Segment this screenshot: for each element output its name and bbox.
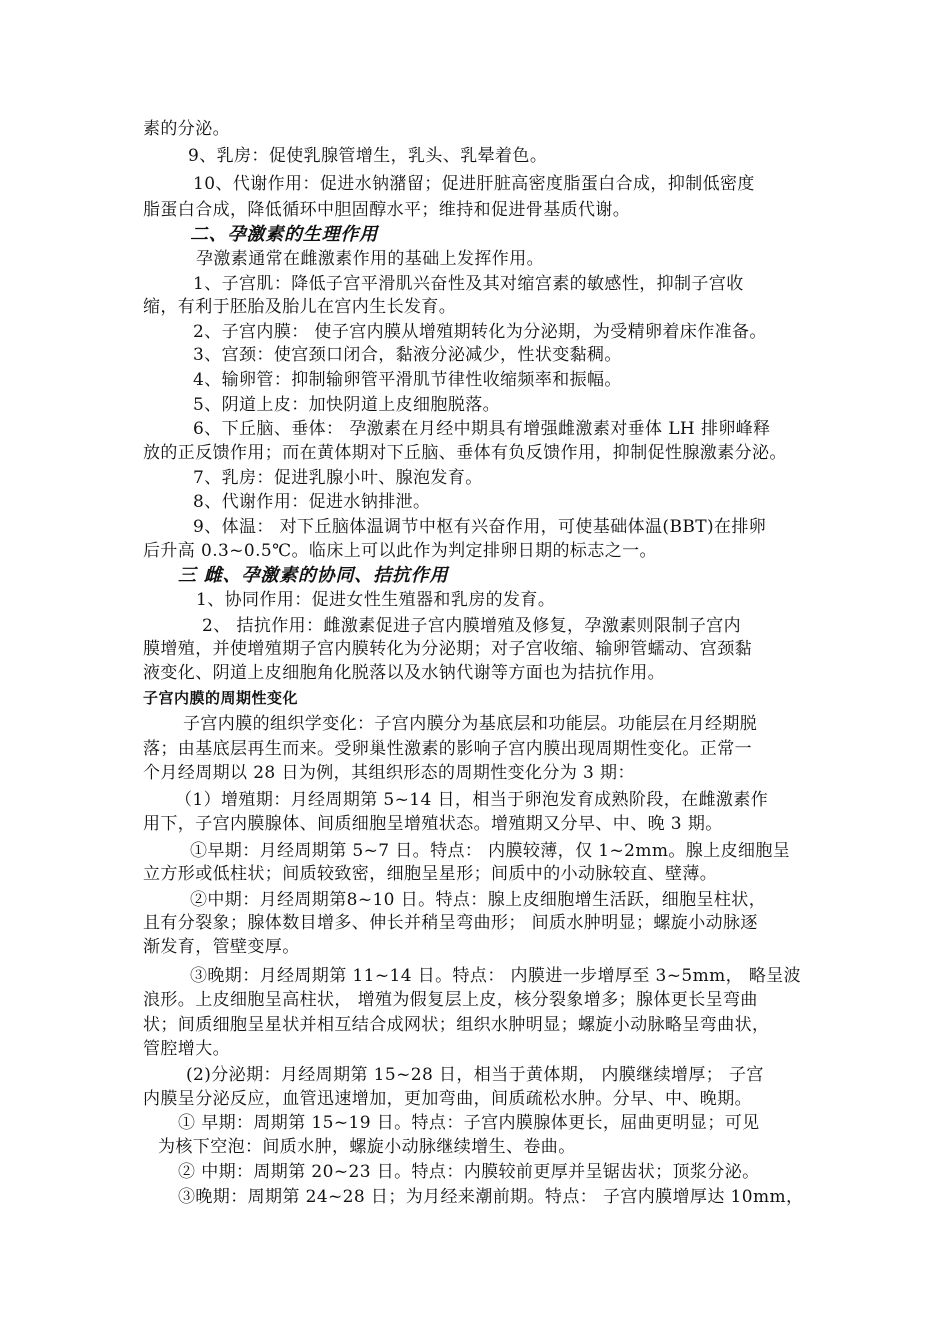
text-line: 4、输卵管：抑制输卵管平滑肌节律性收缩频率和振幅。 [193, 370, 622, 390]
text-line: 2、子宫内膜： 使子宫内膜从增殖期转化为分泌期，为受精卵着床作准备。 [193, 322, 767, 342]
text-line: 管腔增大。 [143, 1039, 230, 1059]
text-line: 为核下空泡：间质水肿，螺旋小动脉继续增生、卷曲。 [158, 1137, 576, 1157]
text-line: 2、 拮抗作用：雌激素促进子宫内膜增殖及修复，孕激素则限制子宫内 [202, 616, 742, 636]
text-line: 9、体温： 对下丘脑体温调节中枢有兴奋作用，可使基础体温(BBT)在排卵 [193, 517, 767, 537]
text-line: ②中期：月经周期第8~10 日。特点：腺上皮细胞增生活跃，细胞呈柱状， [190, 890, 767, 910]
text-line: ①早期：月经周期第 5~7 日。特点： 内膜较薄，仅 1~2mm。腺上皮细胞呈 [190, 841, 791, 861]
text-line: 浪形。上皮细胞呈高柱状， 增殖为假复层上皮，核分裂象增多；腺体更长呈弯曲 [143, 990, 758, 1010]
text-line: 10、代谢作用：促进水钠潴留；促进肝脏高密度脂蛋白合成，抑制低密度 [193, 174, 755, 194]
text-line: 脂蛋白合成，降低循环中胆固醇水平；维持和促进骨基质代谢。 [143, 200, 631, 220]
text-line: 状；间质细胞呈星状并相互结合成网状；组织水肿明显；螺旋小动脉略呈弯曲状， [143, 1015, 770, 1035]
text-line: 个月经周期以 28 日为例，其组织形态的周期性变化分为 3 期： [143, 763, 635, 783]
section-heading: 二、孕激素的生理作用 [190, 224, 378, 245]
subsection-heading: 子宫内膜的周期性变化 [143, 689, 299, 707]
text-line: 7、乳房：促进乳腺小叶、腺泡发育。 [193, 468, 483, 488]
text-line: 1、子宫肌：降低子宫平滑肌兴奋性及其对缩宫素的敏感性，抑制子宫收 [193, 274, 744, 294]
text-line: 立方形或低柱状；间质较致密，细胞呈星形；间质中的小动脉较直、壁薄。 [143, 864, 718, 884]
text-line: 3、宫颈：使宫颈口闭合，黏液分泌减少，性状变黏稠。 [193, 345, 622, 365]
text-line: （1）增殖期：月经周期第 5~14 日，相当于卵泡发育成熟阶段，在雌激素作 [175, 790, 769, 810]
text-line: 子宫内膜的组织学变化：子宫内膜分为基底层和功能层。功能层在月经期脱 [183, 714, 758, 734]
text-line: (2)分泌期：月经周期第 15~28 日，相当于黄体期， 内膜继续增厚； 子宫 [186, 1065, 764, 1085]
text-line: 5、阴道上皮：加快阴道上皮细胞脱落。 [193, 395, 501, 415]
text-line: 1、协同作用：促进女性生殖器和乳房的发育。 [196, 590, 556, 610]
text-line: 9、乳房：促使乳腺管增生，乳头、乳晕着色。 [188, 146, 548, 166]
text-line: ① 早期：周期第 15~19 日。特点：子宫内膜腺体更长，屈曲更明显；可见 [178, 1113, 760, 1133]
text-line: 素的分泌。 [143, 119, 230, 139]
text-line: 8、代谢作用：促进水钠排泄。 [193, 492, 431, 512]
text-line: ③晚期：周期第 24~28 日；为月经来潮前期。特点： 子宫内膜增厚达 10mm， [178, 1187, 804, 1207]
text-line: 6、下丘脑、垂体： 孕激素在月经中期具有增强雌激素对垂体 LH 排卵峰释 [193, 419, 771, 439]
text-line: 放的正反馈作用；而在黄体期对下丘脑、垂体有负反馈作用，抑制促性腺激素分泌。 [143, 443, 787, 463]
text-line: 膜增殖，并使增殖期子宫内膜转化为分泌期；对子宫收缩、输卵管蠕动、宫颈黏 [143, 639, 752, 659]
text-line: ② 中期：周期第 20~23 日。特点：内膜较前更厚并呈锯齿状；顶浆分泌。 [178, 1162, 760, 1182]
text-line: 落；由基底层再生而来。受卵巢性激素的影响子宫内膜出现周期性变化。正常一 [143, 739, 752, 759]
text-line: 缩，有利于胚胎及胎儿在宫内生长发育。 [143, 297, 457, 317]
text-line: 渐发育，管壁变厚。 [143, 937, 300, 957]
text-line: 液变化、阴道上皮细胞角化脱落以及水钠代谢等方面也为拮抗作用。 [143, 663, 665, 683]
text-line: 且有分裂象；腺体数目增多、伸长并稍呈弯曲形； 间质水肿明显；螺旋小动脉逐 [143, 913, 758, 933]
text-line: 内膜呈分泌反应，血管迅速增加，更加弯曲，间质疏松水肿。分早、中、晚期。 [143, 1089, 752, 1109]
text-line: 用下，子宫内膜腺体、间质细胞呈增殖状态。增殖期又分早、中、晚 3 期。 [143, 814, 723, 834]
section-heading: 三 雌、孕激素的协同、拮抗作用 [178, 565, 449, 586]
text-line: 后升高 0.3~0.5℃。临床上可以此作为判定排卵日期的标志之一。 [143, 541, 657, 561]
text-line: 孕激素通常在雌激素作用的基础上发挥作用。 [196, 249, 544, 269]
text-line: ③晚期：月经周期第 11~14 日。特点： 内膜进一步增厚至 3~5mm， 略呈波 [190, 966, 802, 986]
